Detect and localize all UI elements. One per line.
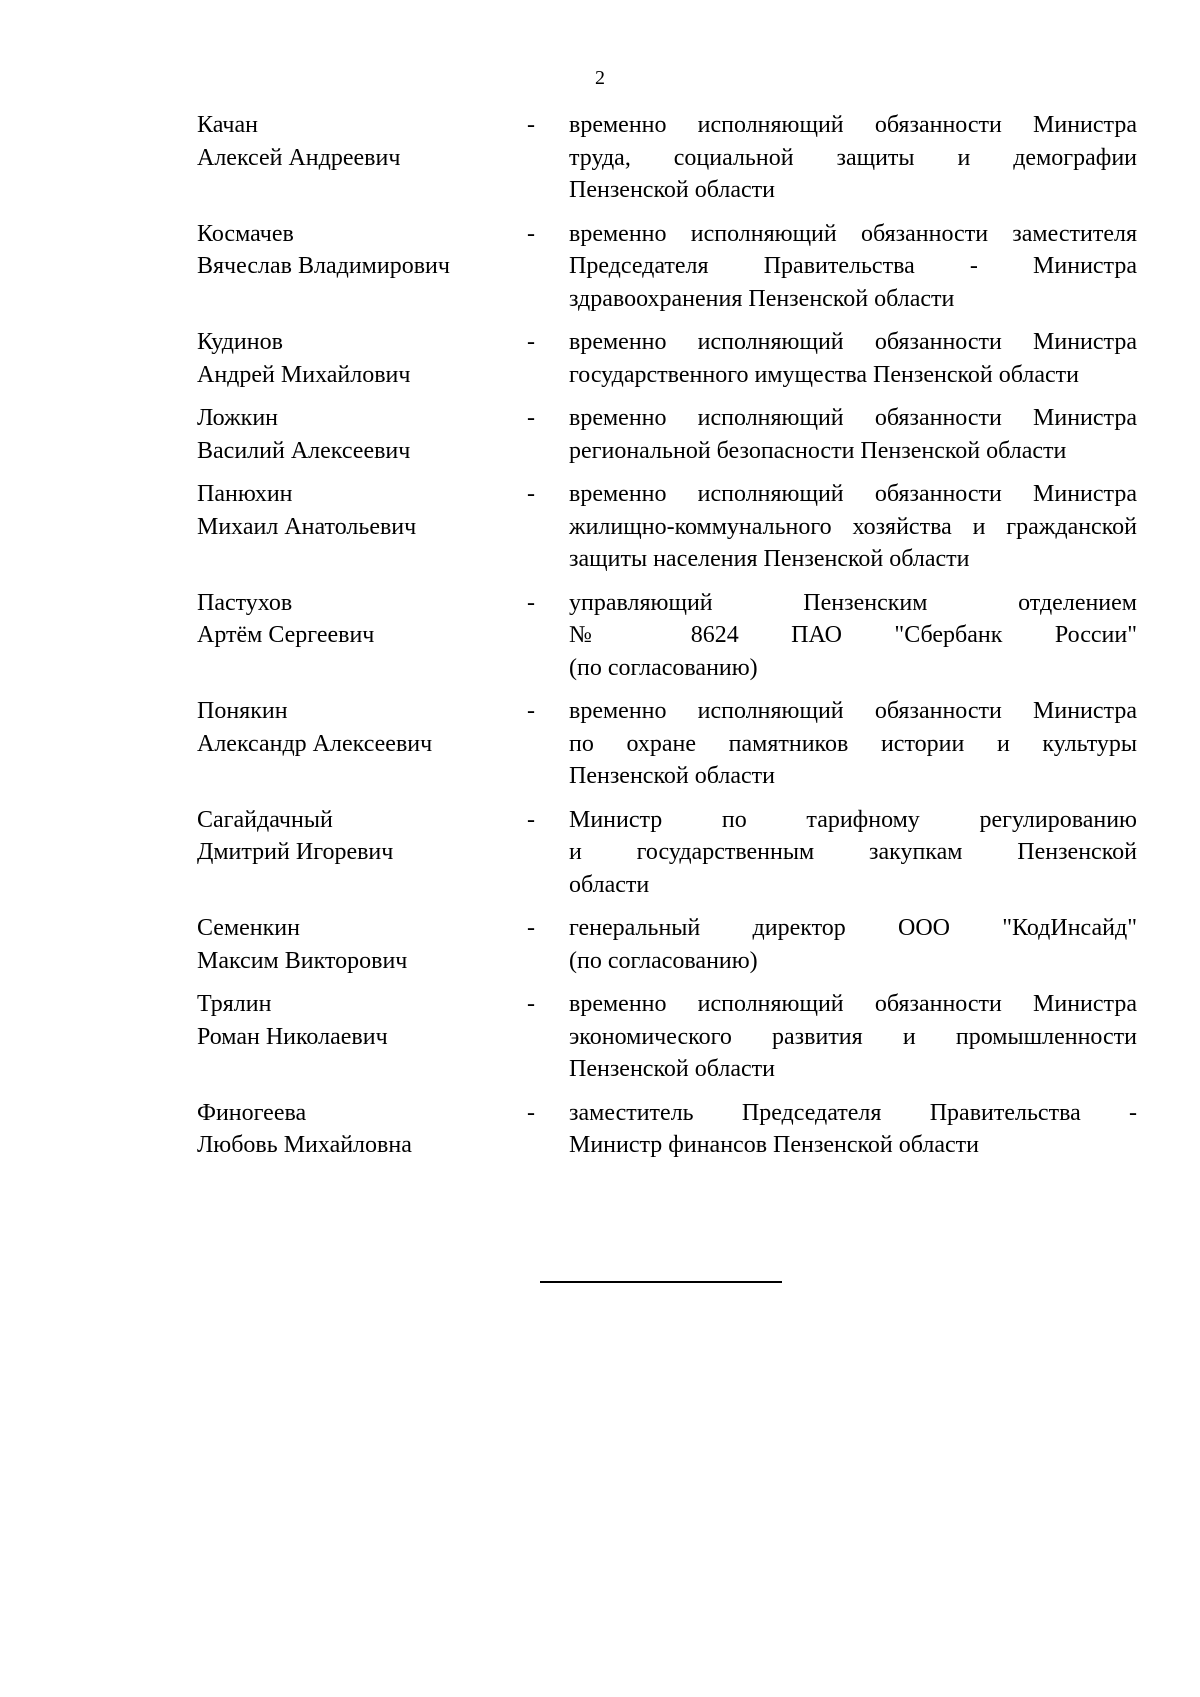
member-role-line: Министр по тарифному регулированию [569,806,1137,833]
member-surname: Космачев [197,220,294,247]
member-role-line: области [569,871,650,898]
member-role-line: государственного имущества Пензенской области [569,361,1079,388]
member-dash: - [527,915,535,941]
member-dash: - [527,589,535,616]
member-given-name: Роман Николаевич [197,1023,388,1050]
member-entry [197,326,1137,391]
member-surname: Ложкин [197,405,279,431]
member-role [569,988,1137,1086]
member-entry [197,478,1137,576]
member-name [197,1097,527,1162]
member-name [197,109,527,174]
member-name [197,988,527,1053]
member-surname: Пастухов [197,589,293,616]
member-given-name: Алексей Андреевич [197,144,401,171]
member-role-line: заместитель Председателя Правительства - [569,1099,1137,1126]
member-role-line: временно исполняющий обязанности заместителя [569,220,1137,247]
member-given-name: Василий Алексеевич [197,437,411,464]
member-role [569,402,1137,467]
member-dash: - [527,329,535,355]
member-dash: - [527,405,535,431]
member-role-line: защиты населения Пензенской области [569,546,970,572]
member-given-name: Вячеслав Владимирович [197,253,450,279]
member-name [197,478,527,543]
member-surname: Семенкин [197,915,300,941]
member-surname: Трялин [197,991,272,1017]
member-surname: Кудинов [197,329,283,355]
member-role-line: временно исполняющий обязанности Министра [569,329,1137,355]
member-role-line: Председателя Правительства - Министра [569,253,1137,279]
member-given-name: Дмитрий Игоревич [197,839,394,865]
member-entry [197,402,1137,467]
member-name [197,695,527,760]
member-role-line: труда, социальной защиты и демографии [569,144,1137,171]
member-entry [197,804,1137,902]
member-role-line: Министр финансов Пензенской области [569,1132,979,1158]
member-name [197,804,527,869]
member-role-line: региональной безопасности Пензенской области [569,437,1067,464]
member-entry [197,1097,1137,1162]
member-entry [197,988,1137,1086]
member-dash: - [527,1099,535,1126]
member-role [569,326,1137,391]
page-number: 2 [595,67,605,89]
member-surname: Качан [197,112,258,138]
member-role-line: временно исполняющий обязанности Министра [569,991,1137,1017]
member-given-name: Андрей Михайлович [197,361,411,388]
member-surname: Понякин [197,698,288,724]
member-name [197,402,527,467]
member-role [569,109,1137,207]
member-role-line: экономического развития и промышленности [569,1023,1137,1050]
member-given-name: Максим Викторович [197,947,408,974]
member-dash: - [527,991,535,1017]
end-of-list-line [540,1281,782,1283]
member-role-line: генеральный директор ООО "КодИнсайд" [569,915,1137,941]
member-dash: - [527,481,535,507]
member-name [197,912,527,977]
member-surname: Сагайдачный [197,806,333,833]
member-role-line: Пензенской области [569,763,775,789]
member-role-line: Пензенской области [569,1056,775,1082]
member-entry [197,695,1137,793]
member-role [569,695,1137,793]
member-role-line: жилищно-коммунального хозяйства и гражданской [569,513,1137,540]
member-role-line: № 8624 ПАО "Сбербанк России" [569,622,1137,648]
member-role-line: (по согласованию) [569,947,758,974]
member-name [197,218,527,283]
member-given-name: Артём Сергеевич [197,622,375,648]
member-role-line: по охране памятников истории и культуры [569,730,1137,757]
member-given-name: Александр Алексеевич [197,730,433,757]
member-role [569,218,1137,316]
member-entry [197,587,1137,685]
member-name [197,326,527,391]
members-list [197,109,1137,1173]
member-entry [197,218,1137,316]
member-role-line: здравоохранения Пензенской области [569,285,955,312]
member-role-line: временно исполняющий обязанности Министра [569,698,1137,724]
member-role-line: и государственным закупкам Пензенской [569,839,1137,865]
member-role-line: временно исполняющий обязанности Министра [569,112,1137,138]
member-role-line: управляющий Пензенским отделением [569,589,1137,616]
member-role [569,1097,1137,1162]
member-role-line: временно исполняющий обязанности Министра [569,481,1137,507]
member-given-name: Любовь Михайловна [197,1132,412,1158]
member-role-line: временно исполняющий обязанности Министра [569,405,1137,431]
member-role [569,478,1137,576]
member-dash: - [527,220,535,247]
member-surname: Финогеева [197,1099,307,1126]
member-dash: - [527,112,535,138]
member-entry [197,109,1137,207]
member-entry [197,912,1137,977]
member-role [569,912,1137,977]
member-dash: - [527,698,535,724]
member-role-line: Пензенской области [569,177,775,203]
member-dash: - [527,806,535,833]
member-role-line: (по согласованию) [569,654,758,681]
member-given-name: Михаил Анатольевич [197,513,417,540]
member-role [569,804,1137,902]
member-role [569,587,1137,685]
member-surname: Панюхин [197,481,293,507]
member-name [197,587,527,652]
